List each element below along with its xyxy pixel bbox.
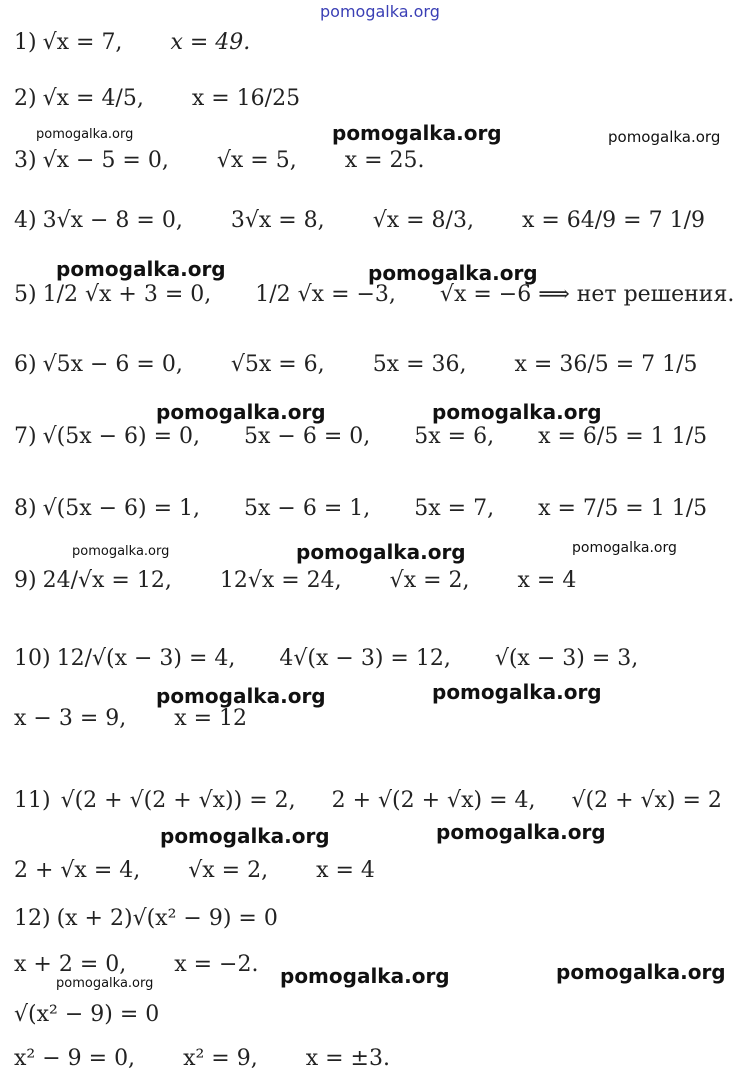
problem-label: 12) [14,906,51,931]
equation: x = −2. [174,952,259,977]
problem-1 [14,32,250,54]
equation: 5x = 7, [414,496,495,521]
equation: 1/2 √x = −3, [255,282,396,307]
equation: √5x = 6, [230,352,325,377]
equation: √5x − 6 = 0, [42,352,183,377]
equation: 12√x = 24, [219,568,342,593]
equation: 5x = 6, [414,424,495,449]
problem-10 [14,648,638,670]
equation: x = 7/5 = 1 1/5 [538,496,708,521]
problem-7 [14,426,707,448]
problem-12-continuation-2 [14,1004,159,1026]
equation: 4√(x − 3) = 12, [279,646,451,671]
watermark: pomogalka.org [36,127,134,142]
watermark: pomogalka.org [432,400,602,424]
equation: √(5x − 6) = 1, [42,496,201,521]
equation: 5x = 36, [372,352,467,377]
equation: √x = 2, [188,858,269,883]
problem-2 [14,88,300,110]
equation: √x = 2, [389,568,470,593]
problem-11-continuation [14,860,375,882]
equation: 3√x = 8, [230,208,325,233]
equation: x = 25. [344,148,425,173]
watermark: pomogalka.org [608,128,721,146]
watermark: pomogalka.org [160,824,330,848]
problem-label: 7) [14,424,37,449]
problem-12-continuation-3 [14,1048,390,1070]
problem-label: 9) [14,568,37,593]
watermark: pomogalka.org [368,261,538,285]
equation: 5x − 6 = 1, [244,496,371,521]
equation: x = 4 [517,568,577,593]
problem-label: 2) [14,86,37,111]
equation: √x = 8/3, [372,208,474,233]
equation: √(2 + √(2 + √x)) = 2, [60,788,296,813]
equation: x = 16/25 [191,86,301,111]
watermark: pomogalka.org [332,121,502,145]
equation: √(2 + √x) = 2 [571,788,722,813]
equation: x = ±3. [305,1046,390,1071]
problem-8 [14,498,707,520]
problem-6 [14,354,698,376]
equation: x = 4 [316,858,375,883]
watermark: pomogalka.org [556,960,726,984]
equation: 12/√(x − 3) = 4, [56,646,236,671]
problem-5 [14,284,734,306]
problem-label: 6) [14,352,37,377]
watermark: pomogalka.org [572,540,677,556]
equation: √x = 7, [42,30,123,55]
problem-label: 5) [14,282,37,307]
problem-12-continuation [14,954,259,976]
problem-label: 1) [14,30,37,55]
equation: x² = 9, [183,1046,258,1071]
problem-label: 10) [14,646,51,671]
problem-label: 11) [14,788,51,813]
equation: 2 + √x = 4, [14,858,141,883]
equation: x = 36/5 = 7 1/5 [514,352,698,377]
problem-label: 8) [14,496,37,521]
watermark: pomogalka.org [156,400,326,424]
equation: x = 64/9 = 7 1/9 [521,208,705,233]
equation: x + 2 = 0, [14,952,127,977]
problem-label: 4) [14,208,37,233]
equation: 3√x − 8 = 0, [42,208,183,233]
problem-4 [14,210,705,232]
equation: 5x − 6 = 0, [244,424,371,449]
equation: x − 3 = 9, [14,706,127,731]
equation: √x = 4/5, [42,86,144,111]
watermark: pomogalka.org [72,544,170,559]
problem-9 [14,570,576,592]
equation: (x + 2)√(x² − 9) = 0 [56,906,278,931]
equation: √x = −6 ⟹ нет решения. [439,282,735,307]
watermark: pomogalka.org [56,976,154,991]
problem-10-continuation [14,708,247,730]
watermark: pomogalka.org [156,684,326,708]
watermark: pomogalka.org [432,680,602,704]
equation: √(x² − 9) = 0 [14,1002,160,1027]
equation: x² − 9 = 0, [14,1046,136,1071]
problem-12 [14,908,278,930]
watermark: pomogalka.org [296,540,466,564]
equation: 24/√x = 12, [42,568,172,593]
equation: √(x − 3) = 3, [494,646,639,671]
equation: 1/2 √x + 3 = 0, [42,282,212,307]
watermark: pomogalka.org [436,820,606,844]
watermark-top: pomogalka.org [320,2,440,21]
problem-label: 3) [14,148,37,173]
problem-11 [14,790,722,812]
equation: x = 12 [174,706,248,731]
equation: √(5x − 6) = 0, [42,424,201,449]
equation: x = 49. [170,30,251,55]
equation: 2 + √(2 + √x) = 4, [331,788,536,813]
equation: x = 6/5 = 1 1/5 [538,424,708,449]
equation: √x − 5 = 0, [42,148,169,173]
problem-3 [14,150,425,172]
watermark: pomogalka.org [56,257,226,281]
watermark: pomogalka.org [280,964,450,988]
equation: √x = 5, [216,148,297,173]
